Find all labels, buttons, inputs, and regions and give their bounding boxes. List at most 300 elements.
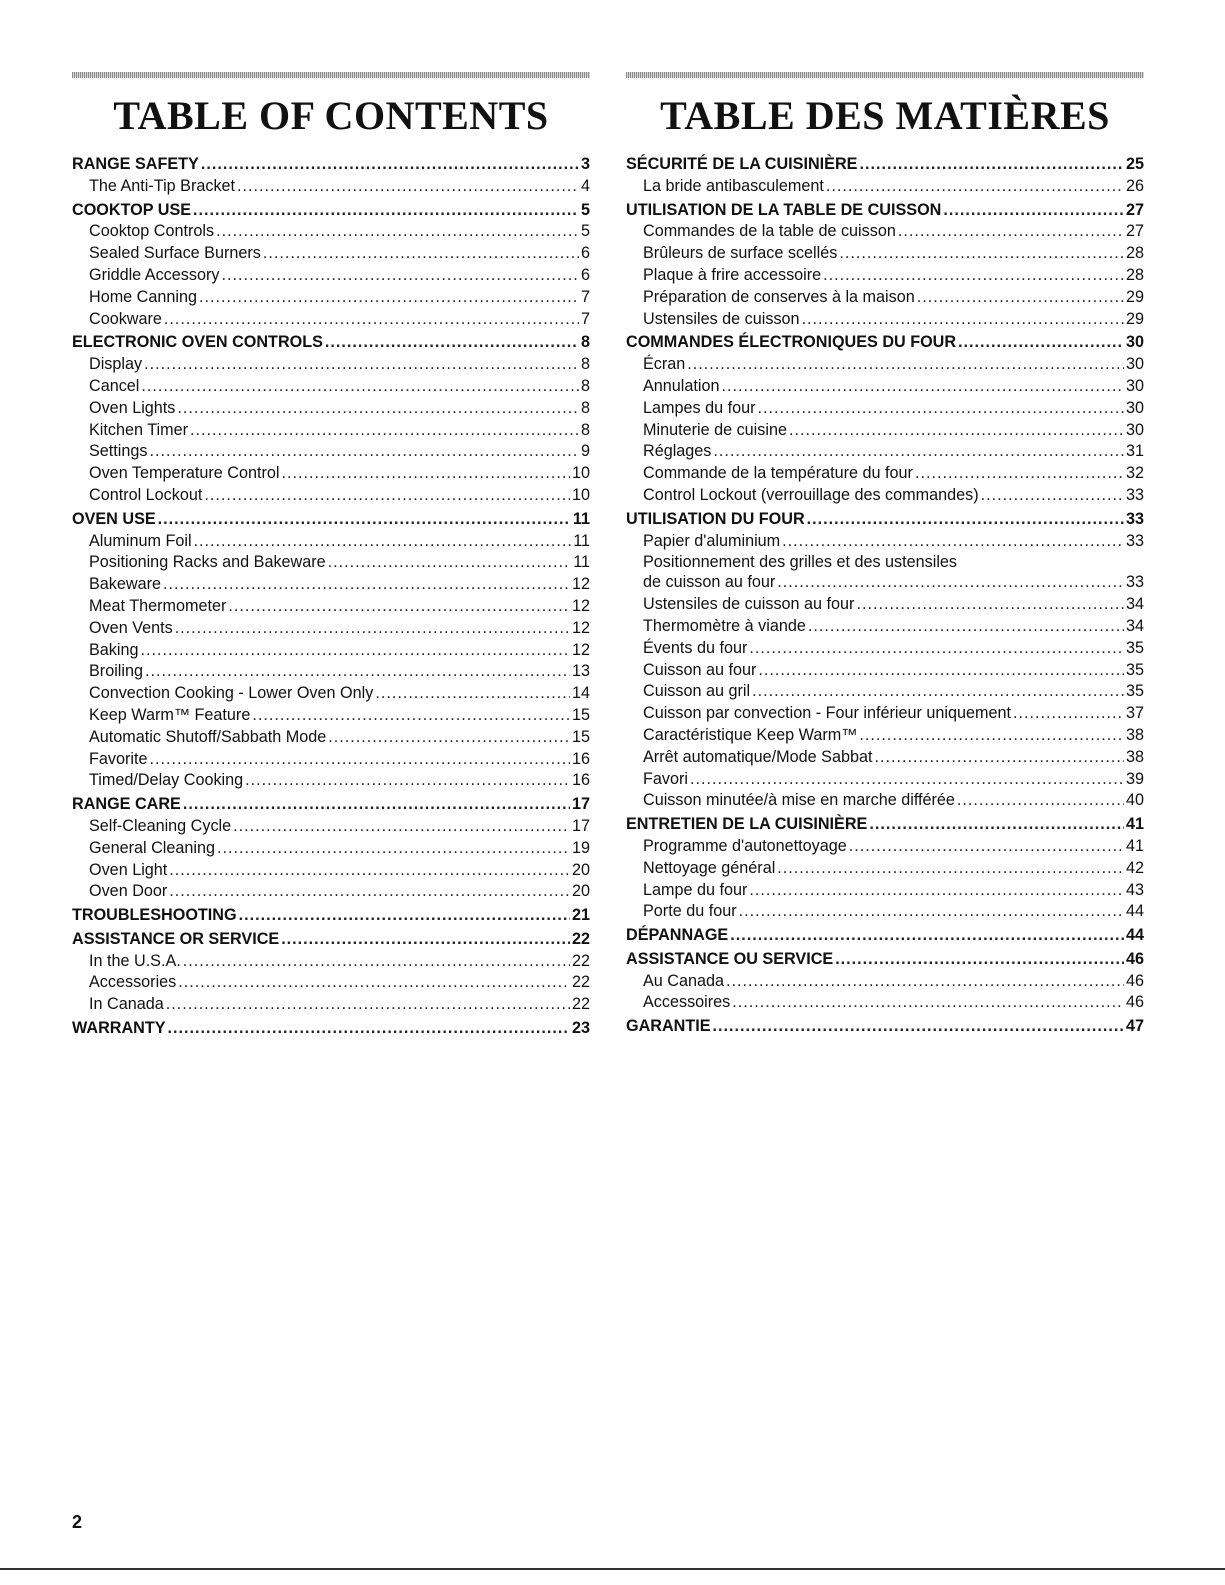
toc-page-number: 20	[571, 882, 590, 901]
toc-page-number: 30	[1125, 355, 1144, 374]
toc-entry-label: Favorite	[89, 749, 148, 768]
toc-page-number: 47	[1125, 1017, 1144, 1036]
toc-page-number: 15	[571, 705, 590, 724]
toc-subsection-entry	[72, 574, 590, 596]
dot-leader	[166, 994, 570, 1016]
dot-leader	[726, 971, 1124, 993]
toc-entry-label: WARRANTY	[72, 1019, 166, 1038]
dot-leader	[163, 574, 570, 596]
toc-entry-label: Nettoyage général	[643, 858, 776, 877]
toc-subsection-entry	[72, 618, 590, 640]
toc-page-number: 38	[1125, 747, 1144, 766]
toc-entry-label: Automatic Shutoff/Sabbath Mode	[89, 727, 327, 746]
toc-page-number: 23	[571, 1019, 590, 1038]
toc-subsection-entry	[72, 463, 590, 485]
toc-entry-label: UTILISATION DU FOUR	[626, 509, 805, 528]
toc-subsection-entry	[626, 376, 1144, 398]
toc-entry-label: Cookware	[89, 309, 162, 328]
toc-subsection-entry	[626, 463, 1144, 485]
dot-leader	[835, 949, 1124, 971]
toc-page-number: 20	[571, 860, 590, 879]
toc-page-number: 35	[1125, 638, 1144, 657]
toc-entry-label: Préparation de conserves à la maison	[643, 287, 915, 306]
dot-leader	[859, 725, 1124, 747]
toc-subsection-entry	[626, 243, 1144, 265]
toc-section-entry	[626, 925, 1144, 947]
toc-page-number: 9	[580, 442, 590, 461]
toc-entry-label: Porte du four	[643, 902, 737, 921]
toc-entry-label: Cuisson minutée/à mise en marche différée	[643, 791, 955, 810]
toc-subsection-entry	[72, 176, 590, 198]
toc-entry-label: Caractéristique Keep Warm™	[643, 725, 858, 744]
dot-leader	[328, 727, 570, 749]
toc-entry-label: COMMANDES ÉLECTRONIQUES DU FOUR	[626, 333, 957, 352]
toc-subsection-entry	[626, 858, 1144, 880]
toc-entry-label: Commande de la température du four	[643, 464, 913, 483]
toc-subsection-entry	[626, 901, 1144, 923]
toc-subsection-entry	[626, 638, 1144, 660]
toc-section-entry	[72, 794, 590, 816]
toc-page-number: 25	[1125, 155, 1144, 173]
toc-entry-label: Lampes du four	[643, 398, 756, 417]
toc-subsection-entry	[626, 309, 1144, 331]
toc-page-number: 7	[580, 309, 590, 328]
dot-leader	[233, 816, 570, 838]
toc-page-number: 30	[1125, 420, 1144, 439]
toc-section-entry	[626, 332, 1144, 354]
toc-list-english	[72, 154, 590, 1040]
toc-entry-label: Broiling	[89, 662, 143, 681]
toc-entry-label: ELECTRONIC OVEN CONTROLS	[72, 333, 323, 352]
toc-page-number: 46	[1125, 993, 1144, 1012]
dot-leader	[169, 881, 570, 903]
dot-leader	[802, 309, 1124, 331]
toc-page-number: 44	[1125, 926, 1144, 945]
dot-leader	[228, 596, 570, 618]
toc-entry-label: ASSISTANCE OR SERVICE	[72, 929, 280, 948]
dot-leader	[782, 531, 1124, 553]
toc-page-number: 6	[580, 265, 590, 284]
toc-subsection-entry	[626, 769, 1144, 791]
dot-leader	[915, 463, 1124, 485]
dot-leader	[145, 661, 570, 683]
toc-page-number: 42	[1125, 858, 1144, 877]
dot-leader	[957, 790, 1124, 812]
dot-leader	[898, 221, 1124, 243]
toc-entry-label: Control Lockout (verrouillage des commandes)	[643, 485, 979, 504]
toc-page-number: 30	[1125, 376, 1144, 395]
toc-entry-label: General Cleaning	[89, 838, 215, 857]
toc-english-column	[72, 72, 590, 1040]
toc-section-entry	[72, 1018, 590, 1040]
toc-entry-label: Aluminum Foil	[89, 531, 192, 550]
toc-entry-label: Réglages	[643, 442, 712, 461]
dot-leader	[177, 398, 579, 420]
toc-entry-label: The Anti-Tip Bracket	[89, 176, 236, 195]
bottom-border	[0, 1568, 1225, 1570]
toc-entry-label: RANGE CARE	[72, 795, 181, 814]
toc-page-number: 13	[571, 662, 590, 681]
dot-leader	[149, 749, 570, 771]
toc-french-column	[626, 72, 1144, 1038]
toc-entry-label: SÉCURITÉ DE LA CUISINIÈRE	[626, 155, 858, 173]
toc-entry-label: Arrêt automatique/Mode Sabbat	[643, 747, 873, 766]
toc-subsection-entry	[626, 176, 1144, 198]
toc-page-number: 40	[1125, 791, 1144, 810]
toc-entry-label: Meat Thermometer	[89, 596, 227, 615]
toc-entry-label: Oven Lights	[89, 398, 176, 417]
toc-entry-label: Griddle Accessory	[89, 265, 220, 284]
toc-entry-label: Timed/Delay Cooking	[89, 771, 244, 790]
toc-section-entry	[72, 905, 590, 927]
dot-leader	[183, 794, 570, 816]
toc-entry-label: Oven Door	[89, 882, 168, 901]
dot-leader	[201, 154, 579, 176]
toc-entry-label: La bride antibasculement	[643, 176, 824, 195]
toc-page-number: 21	[571, 906, 590, 925]
dot-leader	[237, 176, 579, 198]
dot-leader	[375, 683, 570, 705]
toc-entry-label: Cancel	[89, 376, 140, 395]
header-rule	[72, 72, 590, 78]
dot-leader	[777, 858, 1124, 880]
toc-subsection-entry	[626, 747, 1144, 769]
dot-leader	[839, 243, 1124, 265]
toc-subsection-entry	[72, 951, 590, 973]
dot-leader	[722, 376, 1124, 398]
dot-leader	[193, 200, 579, 222]
toc-page-number: 8	[580, 376, 590, 395]
dot-leader	[263, 243, 579, 265]
dot-leader	[204, 485, 570, 507]
toc-entry-label: In Canada	[89, 995, 164, 1014]
toc-page-number: 33	[1125, 531, 1144, 550]
toc-page-number: 10	[571, 485, 590, 504]
toc-entry-label: Ustensiles de cuisson au four	[643, 595, 855, 614]
dot-leader	[849, 836, 1124, 858]
toc-entry-label: Oven Light	[89, 860, 168, 879]
dot-leader	[245, 770, 570, 792]
toc-subsection-entry	[72, 552, 590, 574]
toc-page-number: 22	[571, 929, 590, 948]
dot-leader	[178, 972, 570, 994]
toc-section-entry	[72, 509, 590, 531]
toc-subsection-entry	[72, 860, 590, 882]
toc-section-entry	[626, 814, 1144, 836]
toc-section-entry	[626, 949, 1144, 971]
toc-page-number: 12	[571, 575, 590, 594]
toc-section-entry	[626, 1016, 1144, 1038]
toc-page-number: 11	[573, 531, 590, 550]
toc-entry-label: Commandes de la table de cuisson	[643, 222, 896, 241]
dot-leader	[758, 660, 1124, 682]
toc-subsection-entry	[72, 661, 590, 683]
dot-leader	[281, 929, 570, 951]
toc-page-number: 41	[1125, 815, 1144, 834]
toc-page-number: 33	[1125, 509, 1144, 528]
toc-entry-label: Écran	[643, 355, 686, 374]
toc-page-number: 43	[1125, 880, 1144, 899]
toc-subsection-entry	[626, 992, 1144, 1014]
toc-subsection-entry	[72, 640, 590, 662]
toc-page-number: 5	[580, 200, 590, 219]
toc-subsection-entry	[72, 398, 590, 420]
dot-leader	[252, 705, 570, 727]
toc-section-entry	[626, 154, 1144, 176]
toc-entry-label: Cuisson par convection - Four inférieur uniquement	[643, 704, 1012, 723]
toc-page-number: 16	[571, 771, 590, 790]
toc-page-number: 17	[571, 795, 590, 814]
toc-section-entry	[72, 154, 590, 176]
dot-leader	[958, 332, 1124, 354]
toc-page-number: 12	[571, 640, 590, 659]
toc-page-number: 44	[1125, 902, 1144, 921]
toc-subsection-entry	[72, 531, 590, 553]
toc-page-number: 28	[1125, 265, 1144, 284]
toc-page-number: 30	[1125, 398, 1144, 417]
toc-page-number: 4	[580, 176, 590, 195]
toc-subsection-entry	[626, 485, 1144, 507]
toc-subsection-entry	[72, 243, 590, 265]
toc-entry-label: GARANTIE	[626, 1017, 711, 1036]
toc-page-number: 27	[1125, 222, 1144, 241]
toc-entry-label: Lampe du four	[643, 880, 748, 899]
toc-subsection-entry	[626, 531, 1144, 553]
toc-subsection-entry	[626, 681, 1144, 703]
toc-subsection-entry	[626, 660, 1144, 682]
toc-subsection-entry	[626, 836, 1144, 858]
toc-entry-label: Kitchen Timer	[89, 420, 188, 439]
toc-page-number: 3	[580, 155, 590, 173]
toc-page-number: 22	[571, 973, 590, 992]
toc-entry-label: de cuisson au four	[643, 573, 776, 592]
dot-leader	[194, 531, 572, 553]
dot-leader	[777, 572, 1124, 594]
toc-page-number: 28	[1125, 244, 1144, 263]
dot-leader	[917, 287, 1124, 309]
toc-page-number: 34	[1125, 616, 1144, 635]
toc-subsection-entry	[626, 354, 1144, 376]
toc-page-number: 39	[1125, 769, 1144, 788]
dot-leader	[144, 354, 579, 376]
dot-leader	[158, 509, 571, 531]
toc-page-number: 27	[1125, 200, 1144, 219]
toc-subsection-entry	[72, 420, 590, 442]
toc-page-number: 33	[1125, 485, 1144, 504]
toc-section-entry	[72, 332, 590, 354]
dot-leader	[869, 814, 1124, 836]
toc-page-number: 34	[1125, 595, 1144, 614]
toc-entry-label: Thermomètre à viande	[643, 616, 806, 635]
dot-leader	[874, 747, 1124, 769]
toc-page-number: 14	[571, 684, 590, 703]
dot-leader	[687, 354, 1124, 376]
dot-leader	[943, 200, 1124, 222]
dot-leader	[981, 485, 1124, 507]
dot-leader	[808, 616, 1124, 638]
toc-page-number: 5	[580, 222, 590, 241]
toc-subsection-entry	[626, 572, 1144, 594]
toc-subsection-entry	[72, 683, 590, 705]
dot-leader	[749, 638, 1124, 660]
toc-subsection-entry	[626, 221, 1144, 243]
toc-entry-label: Programme d'autonettoyage	[643, 836, 847, 855]
toc-page-number: 6	[580, 244, 590, 263]
dot-leader	[150, 441, 579, 463]
toc-entry-label: Self-Cleaning Cycle	[89, 816, 232, 835]
toc-subsection-entry	[626, 703, 1144, 725]
toc-subsection-entry	[72, 376, 590, 398]
toc-page-number: 8	[580, 420, 590, 439]
toc-entry-label: COOKTOP USE	[72, 200, 192, 219]
toc-entry-label: DÉPANNAGE	[626, 926, 729, 945]
toc-subsection-entry	[72, 354, 590, 376]
toc-entry-label: Cuisson au gril	[643, 682, 751, 701]
toc-page-number: 46	[1125, 949, 1144, 968]
toc-page-number: 31	[1125, 442, 1144, 461]
toc-page-number: 17	[571, 816, 590, 835]
toc-section-entry	[626, 200, 1144, 222]
toc-entry-label: Control Lockout	[89, 485, 203, 504]
toc-entry-label: Baking	[89, 640, 139, 659]
toc-subsection-entry	[626, 725, 1144, 747]
toc-page-number: 35	[1125, 682, 1144, 701]
toc-subsection-entry	[626, 594, 1144, 616]
toc-entry-label: Bakeware	[89, 575, 161, 594]
toc-page-number: 29	[1125, 309, 1144, 328]
toc-subsection-entry	[72, 596, 590, 618]
toc-entry-label: Home Canning	[89, 287, 197, 306]
dot-leader	[183, 951, 570, 973]
dot-leader	[141, 640, 570, 662]
toc-subsection-entry	[626, 265, 1144, 287]
toc-entry-label: Brûleurs de surface scellés	[643, 244, 838, 263]
dot-leader	[216, 221, 579, 243]
toc-page-number: 35	[1125, 660, 1144, 679]
dot-leader	[823, 265, 1124, 287]
page-number: 2	[72, 1512, 83, 1532]
toc-subsection-entry	[626, 287, 1144, 309]
dot-leader	[690, 769, 1124, 791]
toc-entry-label: Positioning Racks and Bakeware	[89, 553, 326, 572]
toc-page-number: 12	[571, 596, 590, 615]
toc-page-number: 12	[571, 618, 590, 637]
dot-leader	[190, 420, 579, 442]
toc-subsection-entry	[72, 749, 590, 771]
dot-leader	[328, 552, 572, 574]
toc-subsection-entry	[72, 881, 590, 903]
toc-subsection-entry	[72, 838, 590, 860]
toc-subsection-entry	[626, 880, 1144, 902]
toc-entry-label: Cuisson au four	[643, 660, 757, 679]
toc-entry-label: Minuterie de cuisine	[643, 420, 787, 439]
toc-subsection-entry	[72, 705, 590, 727]
toc-entry-label: ENTRETIEN DE LA CUISINIÈRE	[626, 815, 868, 834]
toc-page-number: 8	[580, 355, 590, 374]
dot-leader	[281, 463, 570, 485]
toc-title-french: TABLE DES MATIÈRES	[660, 93, 1110, 138]
toc-page-number: 26	[1125, 176, 1144, 195]
toc-subsection-entry	[626, 790, 1144, 812]
toc-entry-label: Positionnement des grilles et des ustensiles	[643, 553, 958, 572]
toc-page-number: 7	[580, 287, 590, 306]
toc-section-entry	[72, 200, 590, 222]
dot-leader	[221, 265, 579, 287]
toc-page-number: 11	[572, 509, 590, 528]
dot-leader	[199, 287, 579, 309]
toc-entry-label: In the U.S.A.	[89, 951, 181, 970]
toc-subsection-entry	[72, 265, 590, 287]
toc-page-number: 10	[571, 464, 590, 483]
dot-leader	[164, 309, 579, 331]
toc-subsection-entry	[72, 994, 590, 1016]
dot-leader	[739, 901, 1124, 923]
dot-leader	[730, 925, 1124, 947]
toc-subsection-entry	[72, 309, 590, 331]
toc-page-number: 37	[1125, 704, 1144, 723]
dot-leader	[757, 398, 1124, 420]
dot-leader	[168, 1018, 570, 1040]
toc-subsection-entry	[72, 770, 590, 792]
dot-leader	[713, 441, 1124, 463]
toc-page-number: 29	[1125, 287, 1144, 306]
toc-page-number: 41	[1125, 836, 1144, 855]
toc-entry-label: Sealed Surface Burners	[89, 244, 261, 263]
toc-subsection-entry	[72, 221, 590, 243]
toc-section-entry	[72, 929, 590, 951]
toc-entry-label: TROUBLESHOOTING	[72, 906, 237, 925]
toc-list-french	[626, 154, 1144, 1038]
toc-entry-label: ASSISTANCE OU SERVICE	[626, 949, 834, 968]
toc-entry-label: Favori	[643, 769, 688, 788]
toc-section-entry	[626, 509, 1144, 531]
dot-leader	[713, 1016, 1124, 1038]
toc-page-number: 22	[571, 995, 590, 1014]
header-rule	[626, 72, 1144, 78]
toc-entry-label: Au Canada	[643, 971, 725, 990]
toc-page-number: 19	[571, 838, 590, 857]
dot-leader	[789, 420, 1124, 442]
dot-leader	[856, 594, 1124, 616]
dot-leader	[175, 618, 570, 640]
toc-page-number: 15	[571, 727, 590, 746]
toc-entry-label: Keep Warm™ Feature	[89, 705, 251, 724]
toc-entry-label: Ustensiles de cuisson	[643, 309, 800, 328]
toc-entry-label: Convection Cooking - Lower Oven Only	[89, 684, 374, 703]
dot-leader	[239, 905, 570, 927]
toc-page-number: 11	[573, 553, 590, 572]
toc-page-number: 22	[571, 951, 590, 970]
dot-leader	[1013, 703, 1124, 725]
dot-leader	[732, 992, 1124, 1014]
toc-entry-label: Oven Vents	[89, 618, 173, 637]
toc-page-number: 38	[1125, 725, 1144, 744]
toc-page-number: 8	[580, 333, 590, 352]
toc-page-number: 16	[571, 749, 590, 768]
toc-page-number: 8	[580, 398, 590, 417]
toc-subsection-entry	[626, 971, 1144, 993]
toc-page-number: 33	[1125, 573, 1144, 592]
toc-entry-label: Plaque à frire accessoire	[643, 265, 822, 284]
toc-subsection-entry	[626, 398, 1144, 420]
toc-entry-label: Cooktop Controls	[89, 222, 215, 241]
dot-leader	[141, 376, 579, 398]
toc-entry-label: Évents du four	[643, 638, 748, 657]
toc-title-english: TABLE OF CONTENTS	[113, 93, 549, 138]
toc-subsection-entry	[72, 441, 590, 463]
toc-entry-label: Oven Temperature Control	[89, 464, 280, 483]
toc-entry-label: RANGE SAFETY	[72, 155, 199, 173]
